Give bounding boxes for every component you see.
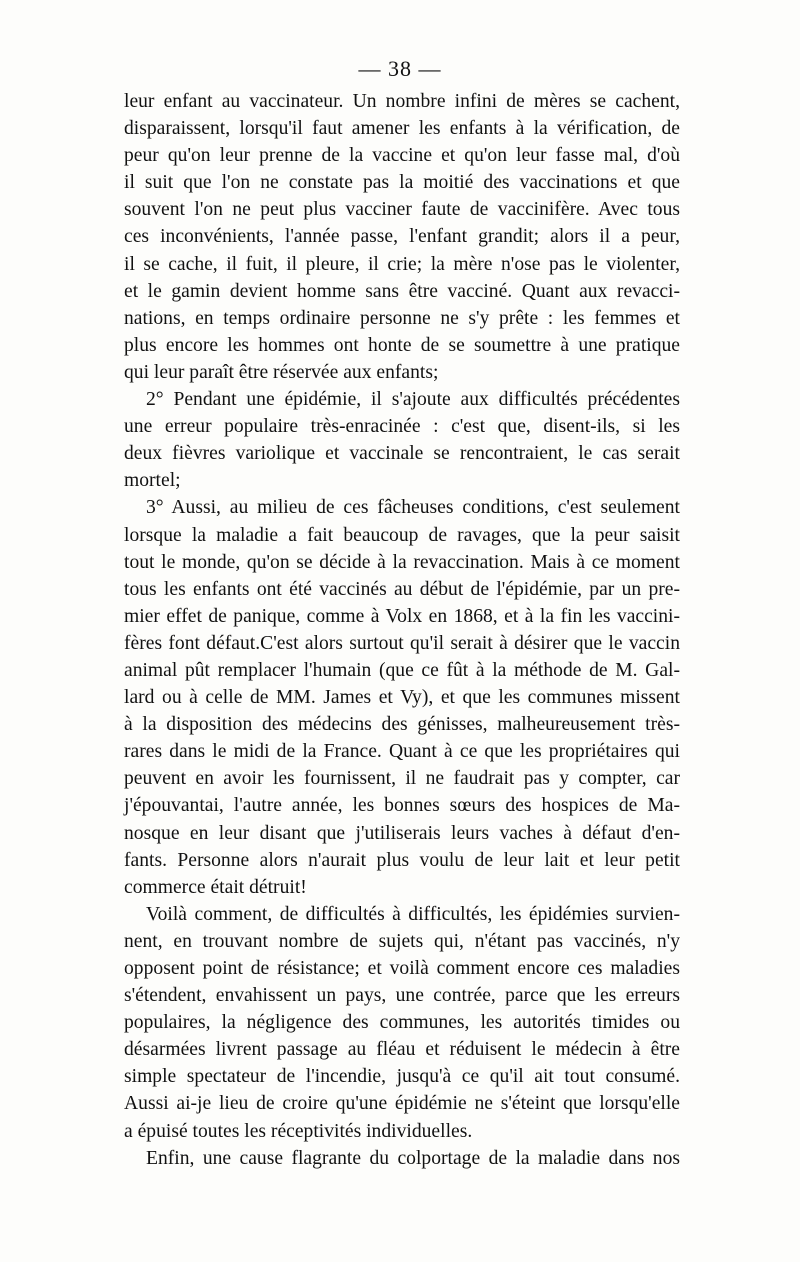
text-line: et le gamin devient homme sans être vacciné. Quant aux revacci-: [124, 280, 680, 302]
text-line: disparaissent, lorsqu'il faut amener les enfants à la vérification, de: [124, 118, 680, 140]
text-line: lard ou à celle de MM. James et Vy), et que les communes missent: [124, 687, 680, 709]
text-line: peuvent en avoir les fournissent, il ne faudrait pas y compter, car: [124, 768, 680, 790]
text-line: 3° Aussi, au milieu de ces fâcheuses conditions, c'est seulement: [146, 497, 680, 519]
text-line: qui leur paraît être réservée aux enfants;: [124, 361, 439, 383]
body-text: [124, 88, 680, 1172]
text-line: lorsque la maladie a fait beaucoup de ravages, que la peur saisit: [124, 524, 680, 546]
text-line: ces inconvénients, l'année passe, l'enfant grandit; alors il a peur,: [124, 226, 680, 248]
text-line: Voilà comment, de difficultés à difficultés, les épidémies survien-: [146, 903, 680, 925]
text-line: souvent l'on ne peut plus vacciner faute de vaccinifère. Avec tous: [124, 199, 680, 221]
text-line: à la disposition des médecins des génisses, malheureusement très-: [124, 714, 680, 736]
text-line: tout le monde, qu'on se décide à la revaccination. Mais à ce moment: [124, 551, 680, 573]
page-number: — 38 —: [358, 56, 442, 81]
text-line: deux fièvres variolique et vaccinale se rencontraient, le cas serait: [124, 443, 680, 465]
text-line: peur qu'on leur prenne de la vaccine et qu'on leur fasse mal, d'où: [124, 145, 680, 167]
text-line: leur enfant au vaccinateur. Un nombre infini de mères se cachent,: [124, 91, 680, 112]
text-line: rares dans le midi de la France. Quant à ce que les propriétaires qui: [124, 741, 680, 763]
text-line: Aussi ai-je lieu de croire qu'une épidémie ne s'éteint que lorsqu'elle: [124, 1093, 680, 1115]
text-line: commerce était détruit!: [124, 876, 307, 898]
text-line: désarmées livrent passage au fléau et réduisent le médecin à être: [124, 1039, 680, 1061]
text-line: fères font défaut.C'est alors surtout qu'il serait à désirer que le vaccin: [124, 632, 680, 654]
text-line: opposent point de résistance; et voilà comment encore ces maladies: [124, 958, 680, 979]
text-line: plus encore les hommes ont honte de se soumettre à une pratique: [124, 334, 680, 356]
text-line: une erreur populaire très-enracinée : c'est que, disent-ils, si les: [124, 416, 680, 438]
text-line: s'étendent, envahissent un pays, une contrée, parce que les erreurs: [124, 985, 680, 1007]
text-line: Enfin, une cause flagrante du colportage de la maladie dans nos: [146, 1147, 680, 1169]
text-line: nosque en leur disant que j'utiliserais leurs vaches à défaut d'en-: [124, 822, 680, 844]
text-line: populaires, la négligence des communes, les autorités timides ou: [124, 1012, 680, 1034]
text-line: a épuisé toutes les réceptivités individuelles.: [124, 1120, 473, 1142]
text-line: nations, en temps ordinaire personne ne s'y prête : les femmes et: [124, 307, 680, 329]
text-line: animal pût remplacer l'humain (que ce fût à la méthode de M. Gal-: [124, 659, 680, 681]
text-line: mortel;: [124, 470, 181, 492]
text-line: il se cache, il fuit, il pleure, il crie; la mère n'ose pas le violenter,: [124, 253, 680, 275]
text-line: j'épouvantai, l'autre année, les bonnes sœurs des hospices de Ma-: [124, 795, 680, 817]
text-line: mier effet de panique, comme à Volx en 1868, et à la fin les vaccini-: [124, 605, 680, 627]
text-line: tous les enfants ont été vaccinés au début de l'épidémie, par un pre-: [124, 578, 680, 600]
text-line: simple spectateur de l'incendie, jusqu'à ce qu'il ait tout consumé.: [124, 1066, 680, 1088]
text-line: fants. Personne alors n'aurait plus voulu de leur lait et leur petit: [124, 849, 680, 871]
text-line: nent, en trouvant nombre de sujets qui, n'étant pas vaccinés, n'y: [124, 930, 680, 952]
text-line: 2° Pendant une épidémie, il s'ajoute aux difficultés précédentes: [146, 389, 680, 411]
text-line: il suit que l'on ne constate pas la moitié des vaccinations et que: [124, 172, 680, 194]
